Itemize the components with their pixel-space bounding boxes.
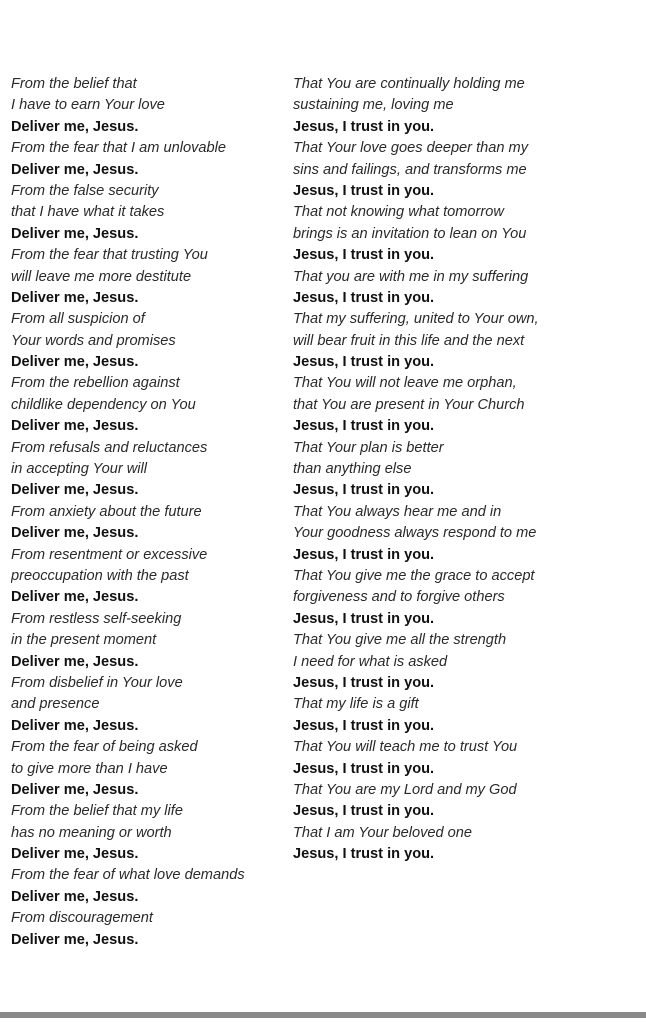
petition-line: That You are continually holding me	[293, 76, 525, 92]
petition-line: From the rebellion against	[11, 375, 180, 392]
response-line: Jesus, I trust in you.	[293, 354, 435, 371]
response-line: Jesus, I trust in you.	[293, 418, 435, 435]
petition-line: From the fear of being asked	[11, 739, 198, 756]
response-line: Deliver me, Jesus.	[11, 525, 139, 542]
response-line: Deliver me, Jesus.	[11, 289, 139, 306]
petition-line: That you are with me in my suffering	[293, 268, 529, 285]
petition-line: That You give me the grace to accept	[293, 567, 535, 584]
petition-line: From the belief that my life	[11, 803, 183, 820]
petition-line: From the fear that trusting You	[11, 247, 208, 264]
response-line: Deliver me, Jesus.	[11, 653, 139, 670]
petition-line: in the present moment	[11, 632, 157, 649]
response-line: Deliver me, Jesus.	[11, 888, 139, 905]
response-line: Deliver me, Jesus.	[11, 846, 139, 863]
petition-line: that I have what it takes	[11, 204, 165, 221]
petition-line: to give more than I have	[11, 760, 168, 777]
petition-line: sustaining me, loving me	[293, 97, 454, 114]
left-column	[11, 74, 283, 951]
petition-line: From all suspicion of	[11, 311, 145, 328]
response-line: Jesus, I trust in you.	[293, 289, 435, 306]
petition-line: childlike dependency on You	[11, 396, 196, 413]
response-line: Deliver me, Jesus.	[11, 354, 139, 371]
response-line: Jesus, I trust in you.	[293, 760, 435, 777]
response-line: Jesus, I trust in you.	[293, 674, 435, 691]
response-line: Deliver me, Jesus.	[11, 482, 139, 499]
petition-line: forgiveness and to forgive others	[293, 589, 505, 606]
petition-line: Your goodness always respond to me	[293, 525, 537, 542]
response-line: Jesus, I trust in you.	[293, 247, 435, 264]
petition-line: in accepting Your will	[11, 461, 148, 478]
response-line: Deliver me, Jesus.	[11, 225, 139, 242]
response-line: Deliver me, Jesus.	[11, 418, 139, 435]
petition-line: than anything else	[293, 461, 412, 478]
petition-line: That Your plan is better	[293, 439, 444, 456]
response-line: Deliver me, Jesus.	[11, 589, 139, 606]
petition-line: has no meaning or worth	[11, 824, 172, 841]
petition-line: That I am Your beloved one	[293, 824, 473, 841]
petition-line: I have to earn Your love	[11, 97, 165, 114]
petition-line: From the fear that I am unlovable	[11, 140, 226, 157]
response-line: Jesus, I trust in you.	[293, 610, 435, 627]
response-line: Jesus, I trust in you.	[293, 118, 435, 135]
petition-line: That You are my Lord and my God	[293, 781, 517, 798]
response-line: Jesus, I trust in you.	[293, 846, 435, 863]
response-line: Jesus, I trust in you.	[293, 482, 435, 499]
response-line: Deliver me, Jesus.	[11, 931, 139, 948]
response-line: Deliver me, Jesus.	[11, 781, 139, 798]
response-line: Deliver me, Jesus.	[11, 161, 139, 178]
response-line: Jesus, I trust in you.	[293, 546, 435, 563]
petition-line: That not knowing what tomorrow	[293, 204, 504, 221]
petition-line: I need for what is asked	[293, 653, 448, 670]
petition-line: preoccupation with the past	[11, 567, 189, 584]
response-line: Jesus, I trust in you.	[293, 717, 435, 734]
response-line: Deliver me, Jesus.	[11, 717, 139, 734]
response-line: Deliver me, Jesus.	[11, 118, 139, 135]
petition-line: That You always hear me and in	[293, 503, 502, 520]
petition-line: From disbelief in Your love	[11, 674, 183, 691]
petition-line: From discouragement	[11, 910, 153, 927]
petition-line: From resentment or excessive	[11, 546, 208, 563]
petition-line: will bear fruit in this life and the next	[293, 332, 525, 349]
petition-line: That You will teach me to trust You	[293, 739, 518, 756]
petition-line: sins and failings, and transforms me	[293, 161, 527, 178]
petition-line: That You give me all the strength	[293, 632, 507, 649]
petition-line: That Your love goes deeper than my	[293, 140, 529, 157]
petition-line: that You are present in Your Church	[293, 396, 525, 413]
petition-line: brings is an invitation to lean on You	[293, 225, 527, 242]
petition-line: From refusals and reluctances	[11, 439, 208, 456]
petition-line: That You will not leave me orphan,	[293, 375, 517, 392]
petition-line: That my suffering, united to Your own,	[293, 311, 539, 328]
petition-line: From anxiety about the future	[11, 503, 202, 520]
petition-line: From the fear of what love demands	[11, 867, 245, 884]
petition-line: That my life is a gift	[293, 696, 419, 713]
petition-line: and presence	[11, 696, 100, 713]
petition-line: From the false security	[11, 182, 159, 199]
petition-line: From the belief that	[11, 76, 137, 92]
response-line: Jesus, I trust in you.	[293, 803, 435, 820]
petition-line: will leave me more destitute	[11, 268, 192, 285]
petition-line: Your words and promises	[11, 332, 176, 349]
response-line: Jesus, I trust in you.	[293, 182, 435, 199]
petition-line: From restless self-seeking	[11, 610, 182, 627]
right-column	[293, 74, 638, 865]
page-bottom-edge	[0, 1012, 646, 1018]
